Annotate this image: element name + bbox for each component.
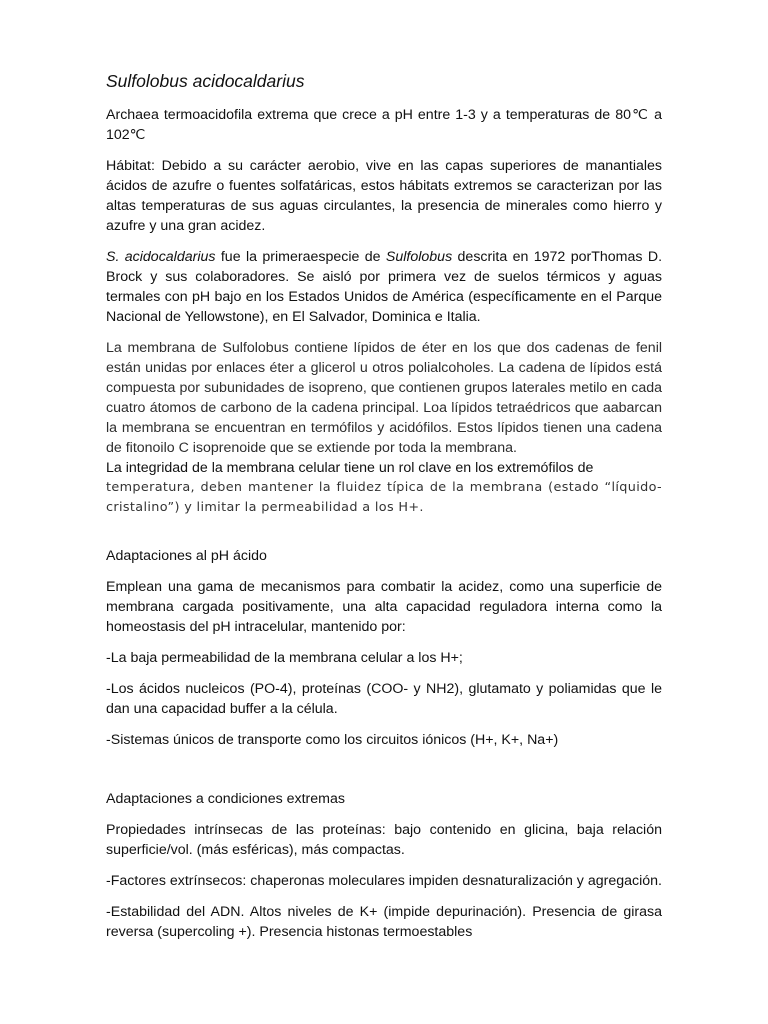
document-page bbox=[106, 70, 662, 953]
section-spacer bbox=[106, 518, 662, 546]
integrity-line: La integridad de la membrana celular tiene un rol clave en los extremófilos de bbox=[106, 460, 594, 476]
acid-section-heading: Adaptaciones al pH ácido bbox=[106, 548, 267, 564]
intro-paragraph: Archaea termoacidofila extrema que crece a pH entre 1-3 y a temperaturas de 80℃ a 102℃ bbox=[106, 107, 662, 143]
extreme-list-item: Propiedades intrínsecas de las proteínas: bajo contenido en glicina, baja relación superficie/vol. (más esféricas), más compactas. bbox=[106, 822, 662, 858]
genus-name: Sulfolobus bbox=[385, 249, 453, 265]
acid-list-item: -Sistemas únicos de transporte como los circuitos iónicos (H+, K+, Na+) bbox=[106, 732, 559, 748]
extreme-list-item: -Estabilidad del ADN. Altos niveles de K+ (impide depurinación). Presencia de girasa reversa (supercoling +). Presencia histonas termoestables bbox=[106, 904, 662, 940]
habitat-paragraph: Hábitat: Debido a su carácter aerobio, vive en las capas superiores de manantiales ácidos de azufre o fuentes solfatáricas, estos hábitats extremos se caracterizan por las altas temperaturas de sus aguas circulantes, la presencia de minerales como hierro y azufre y una gran acidez. bbox=[106, 158, 662, 234]
section-spacer bbox=[106, 761, 662, 789]
extreme-section-heading: Adaptaciones a condiciones extremas bbox=[106, 791, 345, 807]
discovery-text-2: descrita en 1972 porThomas D. Brock y sus colaboradores. Se aisló por primera vez de suelos térmicos y aguas termales con pH bajo en los Estados Unidos de América (específicamente en el Parque Nacional de Yellowstone), en El Salvador, Dominica e Italia. bbox=[106, 249, 663, 325]
acid-list-item: -La baja permeabilidad de la membrana celular a los H+; bbox=[106, 650, 463, 666]
acid-section-intro: Emplean una gama de mecanismos para combatir la acidez, como una superficie de membrana cargada positivamente, una alta capacidad reguladora interna como la homeostasis del pH intracelular, mantenido por: bbox=[106, 579, 662, 635]
discovery-text-1: fue la primeraespecie de bbox=[215, 249, 386, 265]
document-title: Sulfolobus acidocaldarius bbox=[106, 71, 305, 91]
integrity-rest: temperatura, deben mantener la fluidez típica de la membrana (estado “líquido-cristalino”) y limitar la permeabilidad a los H+. bbox=[106, 480, 662, 515]
membrane-paragraph: La membrana de Sulfolobus contiene lípidos de éter en los que dos cadenas de fenil están unidas por enlaces éter a glicerol u otros polialcoholes. La cadena de lípidos está compuesta por subunidades de isopreno, que contienen grupos laterales metilo en cada cuatro átomos de carbono de la cadena principal. Loa lípidos tetraédricos que aabarcan la membrana se encuentran en termófilos y acidófilos. Estos lípidos tienen una cadena de fitonoilo C isoprenoide que se extiende por toda la membrana. bbox=[106, 340, 662, 456]
extreme-list-item: -Factores extrínsecos: chaperonas moleculares impiden desnaturalización y agregación. bbox=[106, 873, 662, 889]
species-name: S. acidocaldarius bbox=[106, 249, 216, 265]
discovery-paragraph bbox=[106, 247, 662, 327]
acid-list-item: -Los ácidos nucleicos (PO-4), proteínas (COO- y NH2), glutamato y poliamidas que le dan una capacidad buffer a la célula. bbox=[106, 681, 662, 717]
